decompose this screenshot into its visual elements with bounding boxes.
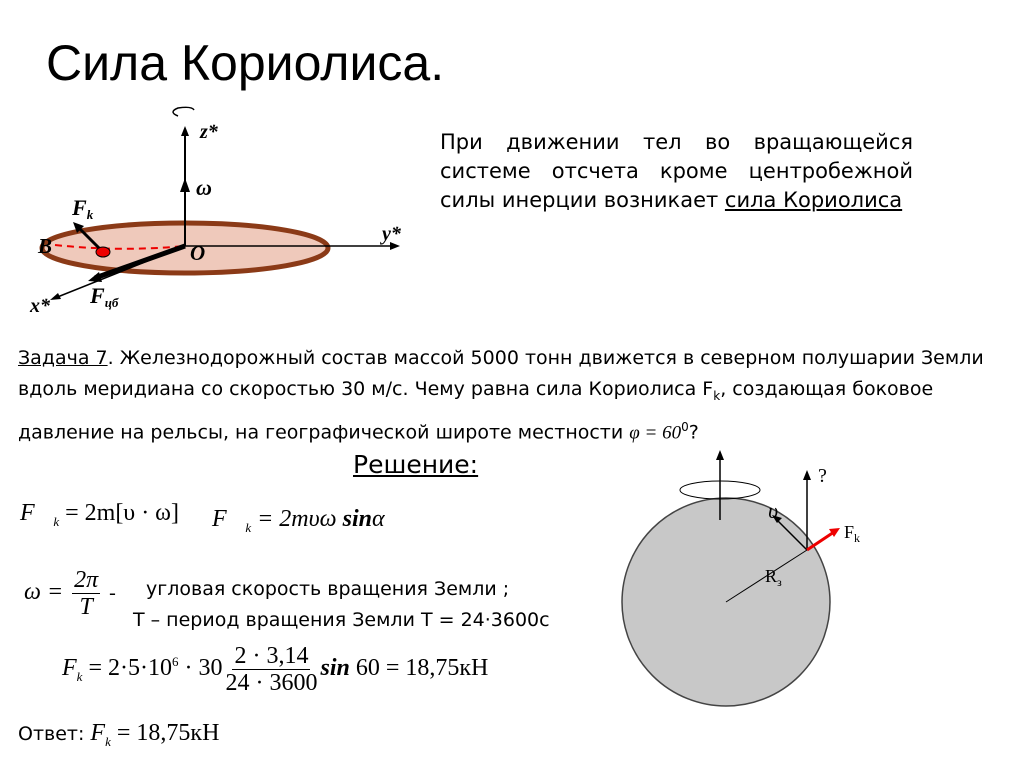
answer: Ответ: $F_k = 18,75кН$	[18, 720, 220, 749]
b-label: B	[38, 234, 53, 258]
task-text: Задача 7. Железнодорожный состав массой 5000 тонн движется в северном полушарии Земли вдоль меридиана со скоростью 30 м/с. Чему равна сила Кориолиса $F_k$, создающая боковое давление на рельсы, на географической широте местности $\varphi = 60^0$?	[18, 347, 984, 444]
omega-arrow	[180, 178, 190, 192]
y-label: y*	[382, 223, 401, 245]
formula-calculation: $F_k = 2\cdot 5\cdot 10^6 \cdot 30$ $\frac{2 \cdot 3,14}{24 \cdot 3600}$ sin 60 = 18,75кН	[62, 643, 489, 696]
intro-text: При движении тел во вращающейся системе отсчета кроме центробежной силы инерции возникает	[440, 130, 913, 212]
point-b	[96, 247, 110, 257]
solution-heading: Решение:	[353, 450, 479, 479]
omega-label: ω	[196, 175, 212, 200]
intro-paragraph	[440, 128, 913, 215]
x-label: x*	[30, 295, 50, 317]
rotation-icon	[173, 107, 194, 116]
rotating-disk-diagram	[0, 100, 420, 320]
velocity-label: υ	[768, 498, 779, 523]
question-label: ?	[818, 465, 827, 487]
fk-label: Fk	[72, 195, 94, 222]
axis-arrow	[716, 450, 724, 460]
omega-description: угловая скорость вращения Земли ;	[146, 578, 510, 600]
fcb-label: Fцб	[90, 283, 119, 310]
formula-omega: ω = $\frac{2\pi}{T}$ -	[24, 567, 116, 620]
earth-diagram	[600, 440, 860, 720]
formula-scalar: $F⃗_k = 2m\upsilon\omega$ sinα	[212, 506, 385, 535]
slide-title: Сила Кориолиса.	[46, 35, 445, 91]
fk-label: $F_k$	[844, 522, 860, 545]
period-description: Т – период вращения Земли Т = 24·3600с	[133, 609, 550, 631]
radius-label: $R_з$	[765, 566, 782, 589]
task-label: Задача 7	[18, 347, 108, 369]
z-label: z*	[200, 121, 218, 143]
coriolis-link: сила Кориолиса	[724, 188, 903, 212]
o-label: O	[190, 241, 206, 265]
formula-vector: $F⃗_k = 2m[\upsilon \cdot \omega]$	[20, 500, 179, 529]
